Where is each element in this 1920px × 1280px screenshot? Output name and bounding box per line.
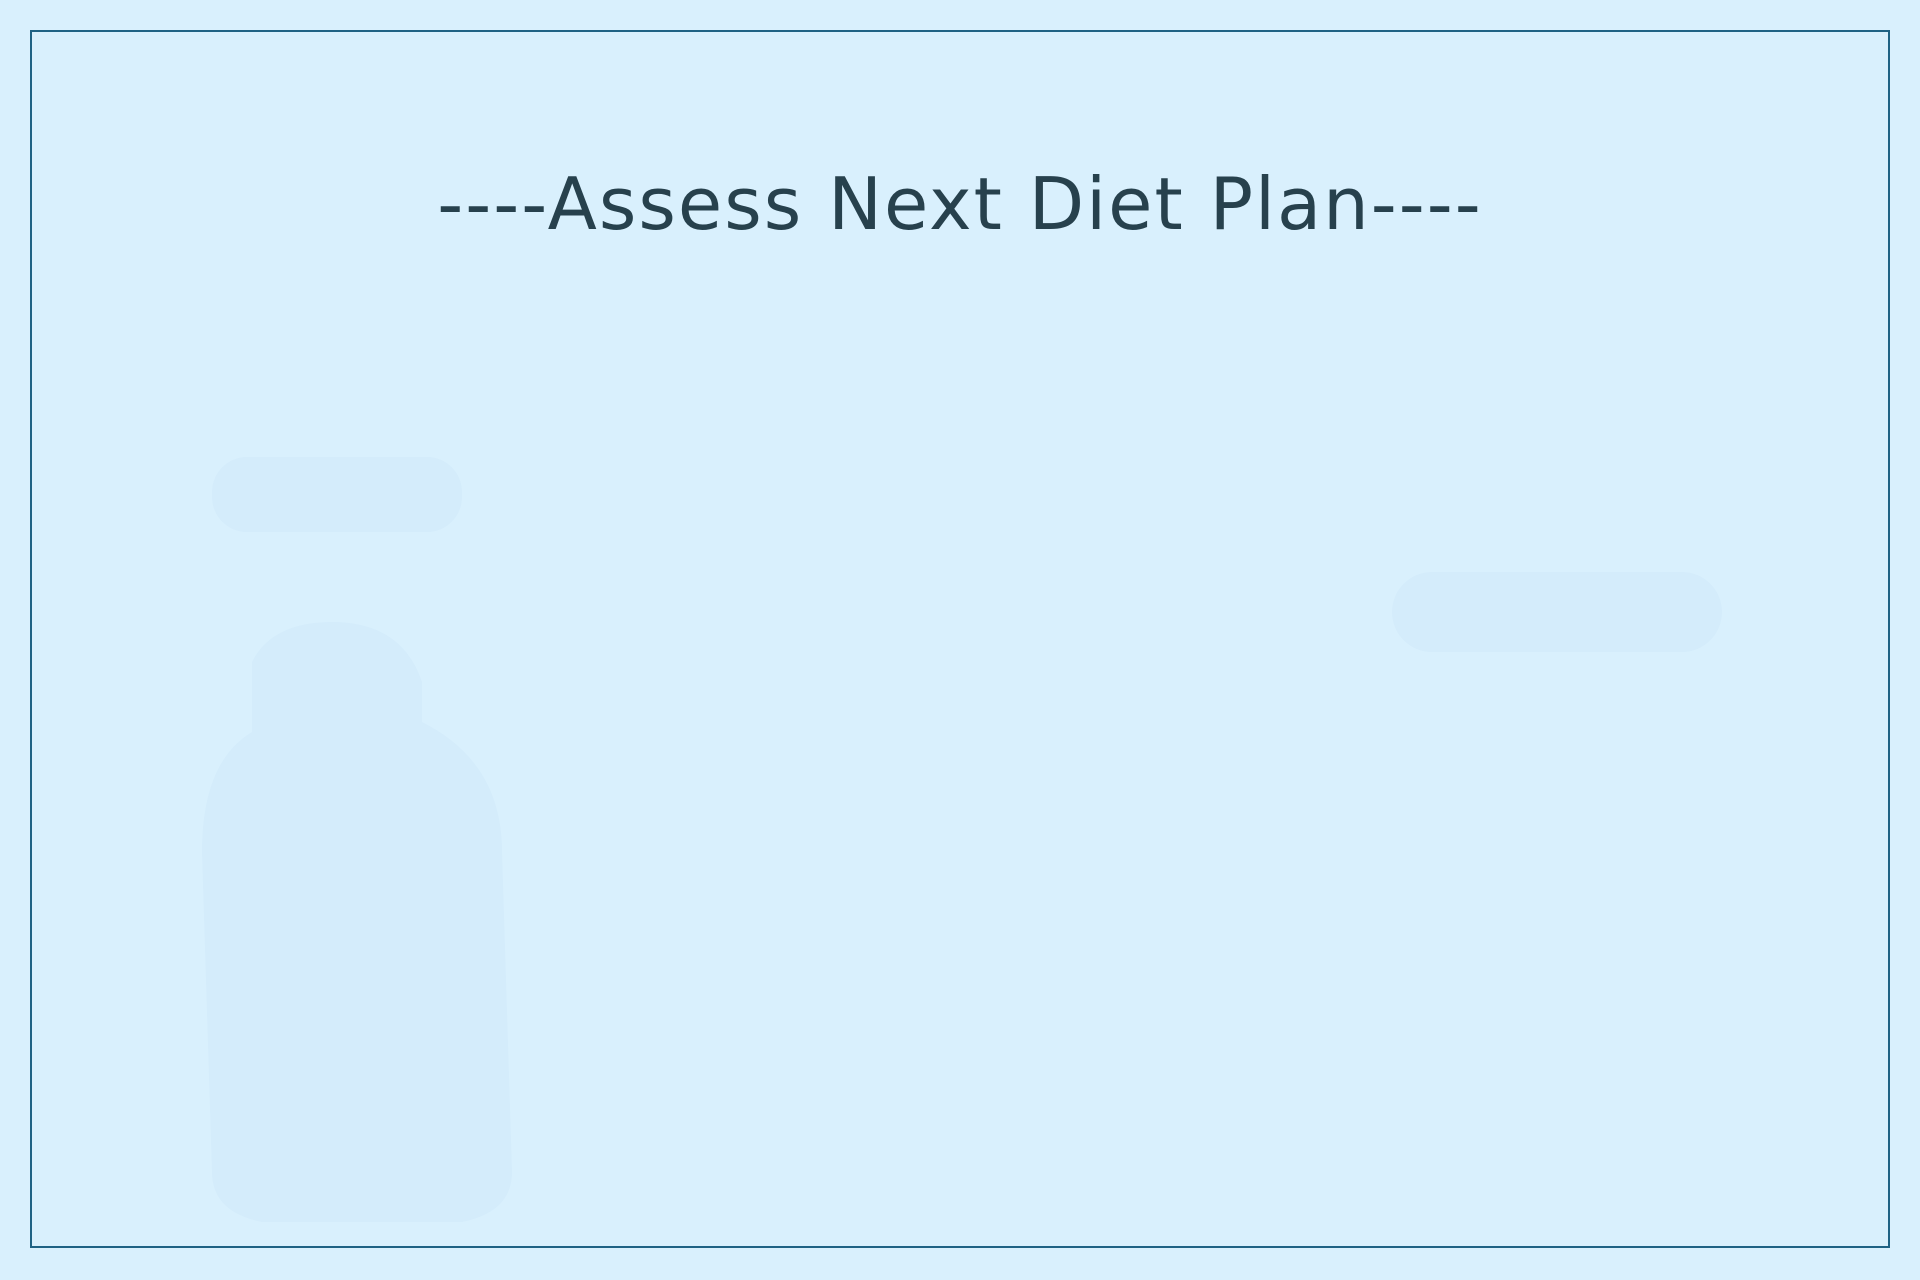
bottle-cap-shape (212, 457, 462, 532)
pill-badge-shape (1392, 572, 1722, 652)
bottle-body-shape (202, 622, 512, 1222)
content-frame (30, 30, 1890, 1248)
watermark-illustration (182, 432, 1742, 1232)
bottle-silhouette-icon (182, 432, 1742, 1232)
page-title: ----Assess Next Diet Plan---- (437, 162, 1483, 246)
